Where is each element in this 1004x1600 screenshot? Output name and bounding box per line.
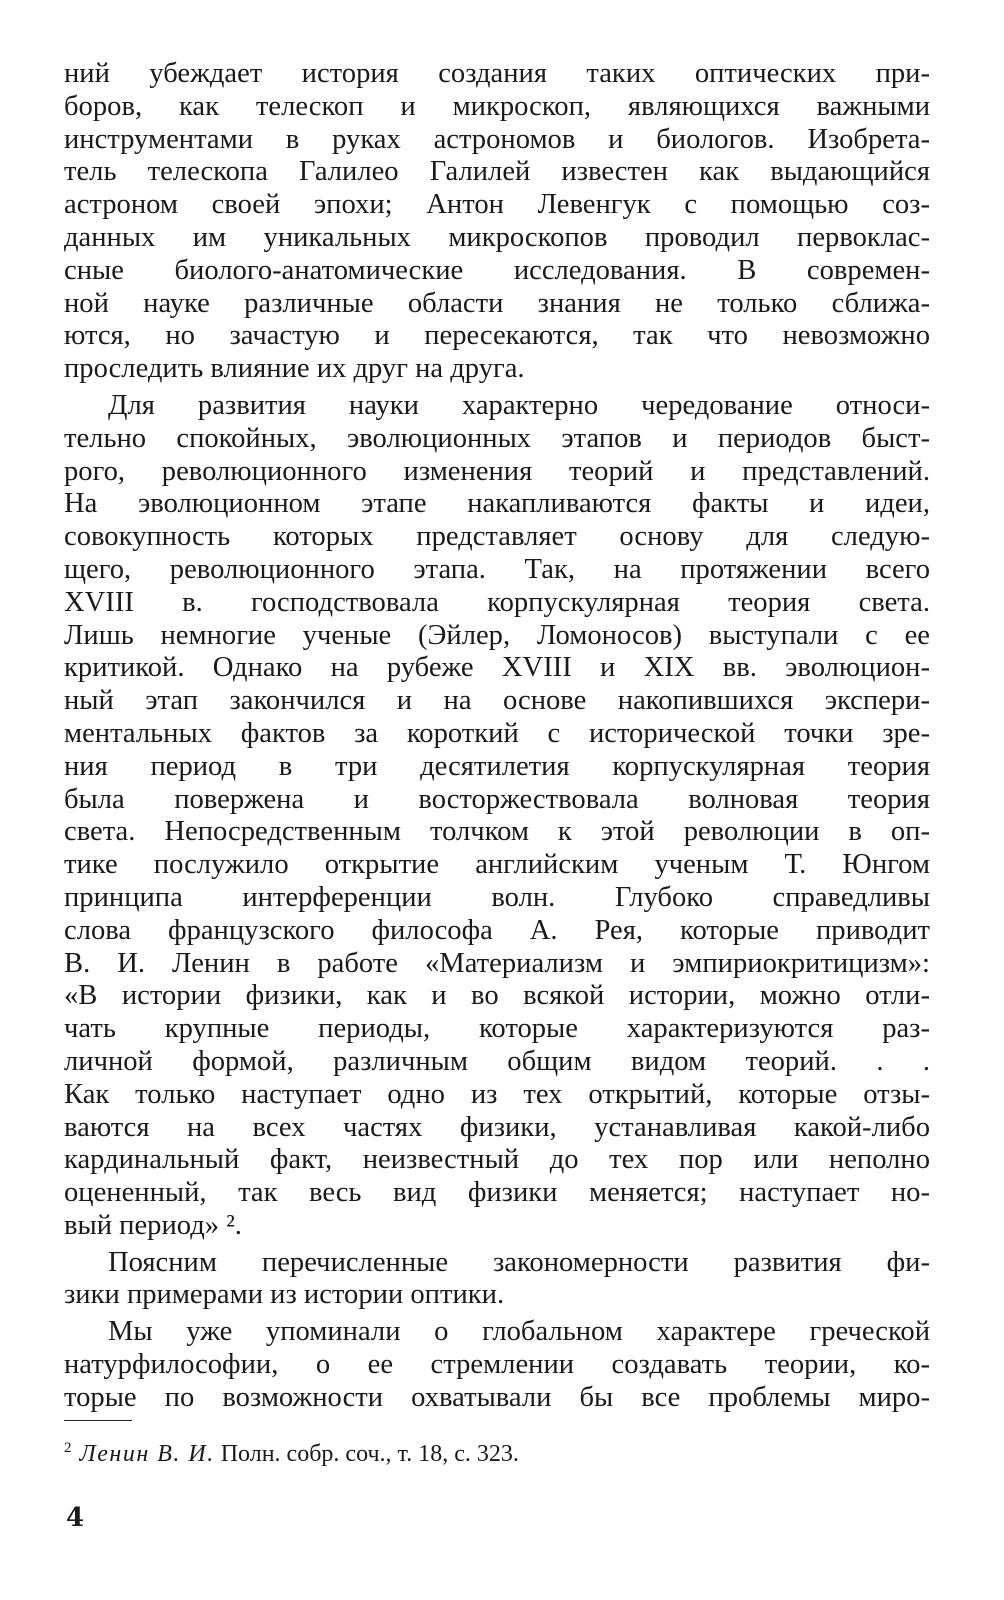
- text-line: XVIII в. господствовала корпускулярная теория света.: [64, 586, 930, 618]
- text-line: ются, но зачастую и пересекаются, так что невозможно: [64, 320, 930, 352]
- text-line: ваются на всех частях физики, устанавливая какой-либо: [64, 1111, 930, 1143]
- text-line: слова французского философа А. Рея, которые приводит: [64, 914, 930, 946]
- paragraph-3: [64, 1247, 930, 1313]
- text-line: «В истории физики, как и во всякой истории, можно отли-: [64, 980, 930, 1012]
- text-line: Поясним перечисленные закономерности развития фи-: [108, 1246, 930, 1278]
- text-line: боров, как телескоп и микроскоп, являющихся важными: [64, 90, 930, 122]
- text-line: астроном своей эпохи; Антон Левенгук с помощью соз-: [64, 189, 930, 221]
- text-line: На эволюционном этапе накапливаются факты и идеи,: [64, 488, 930, 520]
- text-line: Лишь немногие ученые (Эйлер, Ломоносов) выступали с ее: [64, 619, 930, 651]
- text-line: тике послужило открытие английским ученым Т. Юнгом: [64, 849, 930, 881]
- text-line: кардинальный факт, неизвестный до тех пор или неполно: [64, 1144, 930, 1176]
- text-line: торые по возможности охватывали бы все проблемы миро-: [64, 1381, 930, 1413]
- footnote-mark: 2: [64, 1440, 72, 1456]
- text-line: принципа интерференции волн. Глубоко справедливы: [64, 881, 930, 913]
- text-line: Для развития науки характерно чередование относи-: [108, 389, 930, 421]
- paragraph-4: [64, 1316, 930, 1414]
- page-number: 4: [66, 1503, 85, 1533]
- text-line: ментальных фактов за короткий с исторической точки зре-: [64, 717, 930, 749]
- footnote-author: Ленин В. И.: [79, 1441, 215, 1467]
- text-line: тель телескопа Галилео Галилей известен как выдающийся: [64, 156, 930, 188]
- text-line: натурфилософии, о ее стремлении создавать теории, ко-: [64, 1349, 930, 1381]
- footnote-text: Полн. собр. соч., т. 18, с. 323.: [220, 1441, 519, 1467]
- text-line: личной формой, различным общим видом теорий. . .: [64, 1045, 930, 1077]
- paragraph-1: [64, 58, 930, 386]
- text-line: оцененный, так весь вид физики меняется; наступает но-: [64, 1177, 930, 1209]
- text-line: ной науке различные области знания не только сближа-: [64, 287, 930, 319]
- text-line: вый период» ².: [64, 1209, 242, 1241]
- text-line: данных им уникальных микроскопов проводил первоклас-: [64, 221, 930, 253]
- text-line: В. И. Ленин в работе «Материализм и эмпириокритицизм»:: [64, 947, 930, 979]
- text-line: ний убеждает история создания таких оптических при-: [64, 58, 930, 89]
- text-line: критикой. Однако на рубеже XVIII и XIX вв. эволюцион-: [64, 652, 930, 684]
- text-line: сные биолого-анатомические исследования. В современ-: [64, 254, 930, 286]
- text-line: ный этап закончился и на основе накопившихся экспери-: [64, 685, 930, 717]
- text-line: совокупность которых представляет основу для следую-: [64, 521, 930, 553]
- text-line: Как только наступает одно из тех открытий, которые отзы-: [64, 1078, 930, 1110]
- text-line: тельно спокойных, эволюционных этапов и периодов быст-: [64, 422, 930, 454]
- footnote-divider: [64, 1420, 132, 1421]
- text-line: рого, революционного изменения теорий и представлений.: [64, 455, 930, 487]
- text-line: щего, революционного этапа. Так, на протяжении всего: [64, 553, 930, 585]
- text-line: инструментами в руках астрономов и биологов. Изобрета-: [64, 123, 930, 155]
- footnote: [64, 1432, 519, 1470]
- text-line: света. Непосредственным толчком к этой революции в оп-: [64, 816, 930, 848]
- text-line: проследить влияние их друг на друга.: [64, 353, 525, 385]
- page-body: [64, 58, 930, 1415]
- text-line: ния период в три десятилетия корпускулярная теория: [64, 750, 930, 782]
- paragraph-2: [64, 390, 930, 1243]
- text-line: Мы уже упоминали о глобальном характере греческой: [108, 1316, 930, 1348]
- text-line: была повержена и восторжествовала волновая теория: [64, 783, 930, 815]
- text-line: зики примерами из истории оптики.: [64, 1279, 505, 1311]
- text-line: чать крупные периоды, которые характеризуются раз-: [64, 1013, 930, 1045]
